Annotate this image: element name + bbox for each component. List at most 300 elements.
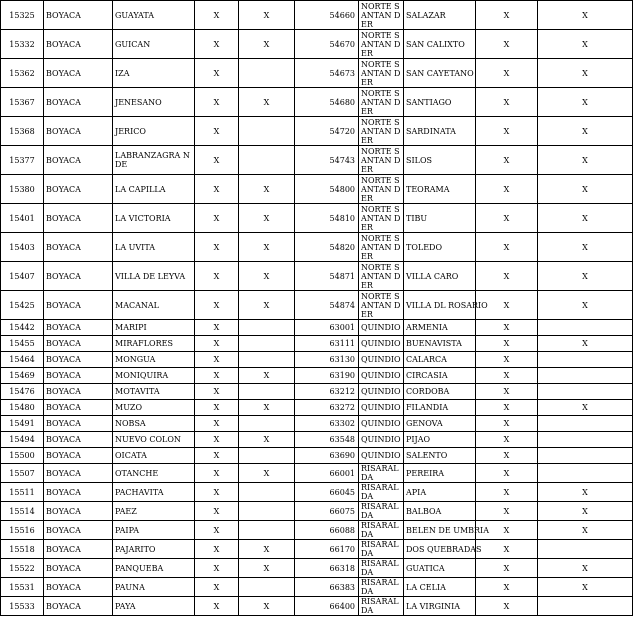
mark-cell: X — [538, 117, 633, 146]
mark-cell: X — [476, 352, 538, 368]
department-cell: QUINDIO — [359, 400, 404, 416]
code-cell: 15368 — [1, 117, 44, 146]
code-cell: 15325 — [1, 1, 44, 30]
code-cell: 54810 — [295, 204, 359, 233]
mark-cell: X — [195, 502, 239, 521]
department-cell: BOYACA — [44, 597, 113, 616]
code-cell: 54660 — [295, 1, 359, 30]
mark-cell: X — [195, 368, 239, 384]
mark-cell: X — [239, 30, 295, 59]
mark-cell: X — [476, 483, 538, 502]
code-cell: 15500 — [1, 448, 44, 464]
mark-cell — [239, 448, 295, 464]
department-cell: BOYACA — [44, 336, 113, 352]
department-cell: NORTE SANTAN DER — [359, 175, 404, 204]
municipality-cell: SALENTO — [404, 448, 476, 464]
department-cell: NORTE SANTAN DER — [359, 117, 404, 146]
mark-cell: X — [538, 502, 633, 521]
mark-cell: X — [195, 540, 239, 559]
mark-cell: X — [239, 400, 295, 416]
table-row — [1, 146, 633, 175]
code-cell: 15516 — [1, 521, 44, 540]
mark-cell: X — [195, 336, 239, 352]
mark-cell: X — [239, 233, 295, 262]
mark-cell: X — [476, 559, 538, 578]
department-cell: RISARAL DA — [359, 540, 404, 559]
department-cell: BOYACA — [44, 502, 113, 521]
department-cell: BOYACA — [44, 262, 113, 291]
mark-cell: X — [476, 540, 538, 559]
municipality-cell: PIJAO — [404, 432, 476, 448]
mark-cell: X — [476, 320, 538, 336]
municipality-cell: CALARCA — [404, 352, 476, 368]
municipality-cell: NOBSA — [113, 416, 195, 432]
mark-cell: X — [195, 262, 239, 291]
code-cell: 54673 — [295, 59, 359, 88]
department-cell: NORTE SANTAN DER — [359, 262, 404, 291]
department-cell: BOYACA — [44, 521, 113, 540]
mark-cell — [239, 146, 295, 175]
municipality-cell: MONGUA — [113, 352, 195, 368]
municipality-cell: PANQUEBA — [113, 559, 195, 578]
mark-cell — [538, 368, 633, 384]
mark-cell: X — [476, 204, 538, 233]
code-cell: 54720 — [295, 117, 359, 146]
municipality-cell: APIA — [404, 483, 476, 502]
table-row — [1, 88, 633, 117]
department-cell: NORTE SANTAN DER — [359, 146, 404, 175]
mark-cell — [239, 59, 295, 88]
code-cell: 15491 — [1, 416, 44, 432]
department-cell: BOYACA — [44, 233, 113, 262]
mark-cell: X — [476, 521, 538, 540]
table-row — [1, 416, 633, 432]
code-cell: 15469 — [1, 368, 44, 384]
table-row — [1, 432, 633, 448]
code-cell: 54874 — [295, 291, 359, 320]
municipality-cell: OICATA — [113, 448, 195, 464]
table-row — [1, 521, 633, 540]
code-cell: 63690 — [295, 448, 359, 464]
department-cell: QUINDIO — [359, 384, 404, 400]
mark-cell — [538, 464, 633, 483]
code-cell: 54670 — [295, 30, 359, 59]
municipality-cell: GUICAN — [113, 30, 195, 59]
table-row — [1, 320, 633, 336]
mark-cell: X — [239, 368, 295, 384]
code-cell: 15494 — [1, 432, 44, 448]
table-row — [1, 540, 633, 559]
mark-cell: X — [195, 233, 239, 262]
municipality-cell: SANTIAGO — [404, 88, 476, 117]
department-cell: BOYACA — [44, 368, 113, 384]
mark-cell — [538, 432, 633, 448]
mark-cell: X — [195, 464, 239, 483]
mark-cell: X — [195, 483, 239, 502]
department-cell: BOYACA — [44, 175, 113, 204]
department-cell: NORTE SANTAN DER — [359, 233, 404, 262]
municipality-cell: SAN CAYETANO — [404, 59, 476, 88]
mark-cell: X — [476, 502, 538, 521]
mark-cell: X — [476, 117, 538, 146]
code-cell: 54680 — [295, 88, 359, 117]
table-row — [1, 262, 633, 291]
municipality-cell: TIBU — [404, 204, 476, 233]
table-row — [1, 175, 633, 204]
code-cell: 15367 — [1, 88, 44, 117]
department-cell: BOYACA — [44, 320, 113, 336]
code-cell: 15377 — [1, 146, 44, 175]
department-cell: BOYACA — [44, 432, 113, 448]
mark-cell: X — [538, 578, 633, 597]
municipality-cell: MUZO — [113, 400, 195, 416]
code-cell: 15522 — [1, 559, 44, 578]
mark-cell: X — [195, 521, 239, 540]
code-cell: 15425 — [1, 291, 44, 320]
mark-cell — [239, 502, 295, 521]
department-cell: RISARAL DA — [359, 521, 404, 540]
department-cell: RISARAL DA — [359, 597, 404, 616]
mark-cell: X — [195, 320, 239, 336]
mark-cell: X — [476, 432, 538, 448]
department-cell: RISARAL DA — [359, 483, 404, 502]
mark-cell: X — [195, 88, 239, 117]
table-row — [1, 483, 633, 502]
mark-cell: X — [476, 291, 538, 320]
mark-cell: X — [538, 204, 633, 233]
mark-cell: X — [239, 559, 295, 578]
code-cell: 66170 — [295, 540, 359, 559]
department-cell: NORTE SANTAN DER — [359, 59, 404, 88]
mark-cell — [538, 540, 633, 559]
mark-cell — [538, 320, 633, 336]
mark-cell: X — [239, 432, 295, 448]
municipality-cell: PAIPA — [113, 521, 195, 540]
code-cell: 15518 — [1, 540, 44, 559]
mark-cell: X — [195, 597, 239, 616]
mark-cell — [239, 483, 295, 502]
table-row — [1, 59, 633, 88]
table-row — [1, 400, 633, 416]
department-cell: NORTE SANTAN DER — [359, 30, 404, 59]
mark-cell — [239, 117, 295, 146]
mark-cell: X — [538, 146, 633, 175]
mark-cell: X — [195, 416, 239, 432]
municipality-cell: NUEVO COLON — [113, 432, 195, 448]
municipality-cell: SARDINATA — [404, 117, 476, 146]
mark-cell: X — [538, 400, 633, 416]
mark-cell: X — [239, 262, 295, 291]
mark-cell: X — [239, 540, 295, 559]
mark-cell — [239, 384, 295, 400]
municipality-cell: OTANCHE — [113, 464, 195, 483]
department-cell: RISARAL DA — [359, 502, 404, 521]
municipality-cell: PAJARITO — [113, 540, 195, 559]
mark-cell: X — [538, 59, 633, 88]
municipality-cell: JENESANO — [113, 88, 195, 117]
mark-cell: X — [195, 59, 239, 88]
municipality-cell: LA CAPILLA — [113, 175, 195, 204]
code-cell: 66075 — [295, 502, 359, 521]
mark-cell: X — [476, 336, 538, 352]
department-cell: QUINDIO — [359, 336, 404, 352]
mark-cell: X — [195, 117, 239, 146]
department-cell: BOYACA — [44, 483, 113, 502]
department-cell: QUINDIO — [359, 352, 404, 368]
department-cell: RISARAL DA — [359, 464, 404, 483]
code-cell: 63212 — [295, 384, 359, 400]
code-cell: 54871 — [295, 262, 359, 291]
municipality-cell: GUATICA — [404, 559, 476, 578]
mark-cell: X — [195, 204, 239, 233]
table-row — [1, 559, 633, 578]
municipality-cell: ARMENIA — [404, 320, 476, 336]
municipality-cell: SAN CALIXTO — [404, 30, 476, 59]
mark-cell — [538, 416, 633, 432]
code-cell: 63111 — [295, 336, 359, 352]
mark-cell: X — [538, 262, 633, 291]
municipality-cell: GENOVA — [404, 416, 476, 432]
department-cell: QUINDIO — [359, 320, 404, 336]
municipality-cell: MARIPI — [113, 320, 195, 336]
mark-cell: X — [538, 336, 633, 352]
code-cell: 15476 — [1, 384, 44, 400]
municipality-cell: LA VICTORIA — [113, 204, 195, 233]
department-cell: NORTE SANTAN DER — [359, 204, 404, 233]
mark-cell: X — [476, 262, 538, 291]
department-cell: BOYACA — [44, 464, 113, 483]
code-cell: 66318 — [295, 559, 359, 578]
department-cell: BOYACA — [44, 559, 113, 578]
code-cell: 15362 — [1, 59, 44, 88]
mark-cell — [538, 597, 633, 616]
municipality-cell: BUENAVISTA — [404, 336, 476, 352]
table-body — [1, 1, 633, 616]
mark-cell: X — [476, 416, 538, 432]
mark-cell: X — [239, 1, 295, 30]
mark-cell: X — [538, 559, 633, 578]
department-cell: BOYACA — [44, 448, 113, 464]
code-cell: 54800 — [295, 175, 359, 204]
mark-cell: X — [195, 352, 239, 368]
municipality-cell: PAYA — [113, 597, 195, 616]
mark-cell: X — [538, 233, 633, 262]
table-row — [1, 464, 633, 483]
department-cell: RISARAL DA — [359, 559, 404, 578]
department-cell: QUINDIO — [359, 368, 404, 384]
municipality-cell: PACHAVITA — [113, 483, 195, 502]
table-row — [1, 578, 633, 597]
department-cell: BOYACA — [44, 204, 113, 233]
municipality-cell: MACANAL — [113, 291, 195, 320]
mark-cell: X — [476, 384, 538, 400]
mark-cell: X — [476, 59, 538, 88]
mark-cell: X — [195, 384, 239, 400]
mark-cell: X — [239, 291, 295, 320]
mark-cell — [538, 448, 633, 464]
municipality-cell: BALBOA — [404, 502, 476, 521]
mark-cell: X — [476, 30, 538, 59]
code-cell: 15401 — [1, 204, 44, 233]
municipality-cell: CORDOBA — [404, 384, 476, 400]
department-cell: NORTE SANTAN DER — [359, 1, 404, 30]
department-cell: BOYACA — [44, 578, 113, 597]
municipality-cell: MOTAVITA — [113, 384, 195, 400]
municipality-cell: MIRAFLORES — [113, 336, 195, 352]
department-cell: BOYACA — [44, 400, 113, 416]
code-cell: 66045 — [295, 483, 359, 502]
mark-cell — [239, 521, 295, 540]
table-row — [1, 30, 633, 59]
mark-cell: X — [195, 175, 239, 204]
municipality-cell: PEREIRA — [404, 464, 476, 483]
code-cell: 15533 — [1, 597, 44, 616]
municipality-cell: FILANDIA — [404, 400, 476, 416]
municipality-cell: LA UVITA — [113, 233, 195, 262]
mark-cell: X — [195, 432, 239, 448]
mark-cell: X — [476, 175, 538, 204]
code-cell: 15464 — [1, 352, 44, 368]
table-row — [1, 291, 633, 320]
table-row — [1, 597, 633, 616]
municipality-cell: PAUNA — [113, 578, 195, 597]
mark-cell: X — [195, 1, 239, 30]
table-row — [1, 352, 633, 368]
department-cell: BOYACA — [44, 540, 113, 559]
code-cell: 15480 — [1, 400, 44, 416]
municipality-cell: BELEN DE UMBRIA — [404, 521, 476, 540]
municipality-cell: VILLA DE LEYVA — [113, 262, 195, 291]
municipality-cell: TOLEDO — [404, 233, 476, 262]
department-cell: QUINDIO — [359, 432, 404, 448]
table-row — [1, 1, 633, 30]
mark-cell: X — [538, 1, 633, 30]
mark-cell: X — [239, 597, 295, 616]
code-cell: 63302 — [295, 416, 359, 432]
code-cell: 66088 — [295, 521, 359, 540]
code-cell: 66400 — [295, 597, 359, 616]
municipality-cell: SILOS — [404, 146, 476, 175]
mark-cell: X — [239, 88, 295, 117]
mark-cell: X — [476, 88, 538, 117]
code-cell: 15380 — [1, 175, 44, 204]
mark-cell: X — [476, 400, 538, 416]
municipality-cell: DOS QUEBRADAS — [404, 540, 476, 559]
mark-cell: X — [195, 291, 239, 320]
department-cell: BOYACA — [44, 291, 113, 320]
municipality-cell: LA VIRGINIA — [404, 597, 476, 616]
mark-cell: X — [476, 368, 538, 384]
code-cell: 15511 — [1, 483, 44, 502]
mark-cell: X — [239, 175, 295, 204]
department-cell: QUINDIO — [359, 416, 404, 432]
municipality-cell: CIRCASIA — [404, 368, 476, 384]
code-cell: 66383 — [295, 578, 359, 597]
table-row — [1, 384, 633, 400]
mark-cell: X — [476, 233, 538, 262]
code-cell: 63548 — [295, 432, 359, 448]
code-cell: 15442 — [1, 320, 44, 336]
department-cell: BOYACA — [44, 59, 113, 88]
code-cell: 15403 — [1, 233, 44, 262]
department-cell: BOYACA — [44, 88, 113, 117]
department-cell: NORTE SANTAN DER — [359, 88, 404, 117]
department-cell: BOYACA — [44, 146, 113, 175]
table-row — [1, 204, 633, 233]
mark-cell: X — [195, 559, 239, 578]
municipality-cell: VILLA CARO — [404, 262, 476, 291]
mark-cell: X — [538, 483, 633, 502]
mark-cell — [239, 578, 295, 597]
mark-cell — [239, 336, 295, 352]
municipality-cell: PAEZ — [113, 502, 195, 521]
table-row — [1, 502, 633, 521]
code-cell: 63001 — [295, 320, 359, 336]
department-cell: RISARAL DA — [359, 578, 404, 597]
municipality-cell: VILLA DL ROSARIO — [404, 291, 476, 320]
code-cell: 63130 — [295, 352, 359, 368]
mark-cell: X — [195, 448, 239, 464]
mark-cell: X — [195, 578, 239, 597]
mark-cell: X — [239, 204, 295, 233]
mark-cell: X — [538, 291, 633, 320]
mark-cell: X — [476, 464, 538, 483]
table-row — [1, 336, 633, 352]
code-cell: 63272 — [295, 400, 359, 416]
department-cell: NORTE SANTAN DER — [359, 291, 404, 320]
mark-cell: X — [476, 578, 538, 597]
mark-cell: X — [476, 1, 538, 30]
department-cell: BOYACA — [44, 30, 113, 59]
mark-cell: X — [538, 521, 633, 540]
code-cell: 54743 — [295, 146, 359, 175]
code-cell: 15531 — [1, 578, 44, 597]
code-cell: 54820 — [295, 233, 359, 262]
municipality-cell: IZA — [113, 59, 195, 88]
mark-cell: X — [538, 175, 633, 204]
code-cell: 63190 — [295, 368, 359, 384]
municipality-cell: LABRANZAGRA NDE — [113, 146, 195, 175]
municipality-cell: GUAYATA — [113, 1, 195, 30]
mark-cell — [538, 352, 633, 368]
mark-cell — [239, 416, 295, 432]
table-row — [1, 368, 633, 384]
municipality-cell: JERICO — [113, 117, 195, 146]
mark-cell: X — [239, 464, 295, 483]
code-cell: 15455 — [1, 336, 44, 352]
municipality-cell: LA CELIA — [404, 578, 476, 597]
mark-cell: X — [476, 448, 538, 464]
department-cell: QUINDIO — [359, 448, 404, 464]
code-cell: 15507 — [1, 464, 44, 483]
table-row — [1, 117, 633, 146]
code-cell: 66001 — [295, 464, 359, 483]
code-cell: 15514 — [1, 502, 44, 521]
mark-cell: X — [538, 30, 633, 59]
mark-cell: X — [476, 597, 538, 616]
department-cell: BOYACA — [44, 117, 113, 146]
mark-cell: X — [195, 30, 239, 59]
department-cell: BOYACA — [44, 352, 113, 368]
municipality-cell: SALAZAR — [404, 1, 476, 30]
municipality-cell: TEORAMA — [404, 175, 476, 204]
mark-cell: X — [476, 146, 538, 175]
mark-cell: X — [195, 146, 239, 175]
table-row — [1, 448, 633, 464]
department-cell: BOYACA — [44, 384, 113, 400]
department-cell: BOYACA — [44, 1, 113, 30]
code-cell: 15332 — [1, 30, 44, 59]
